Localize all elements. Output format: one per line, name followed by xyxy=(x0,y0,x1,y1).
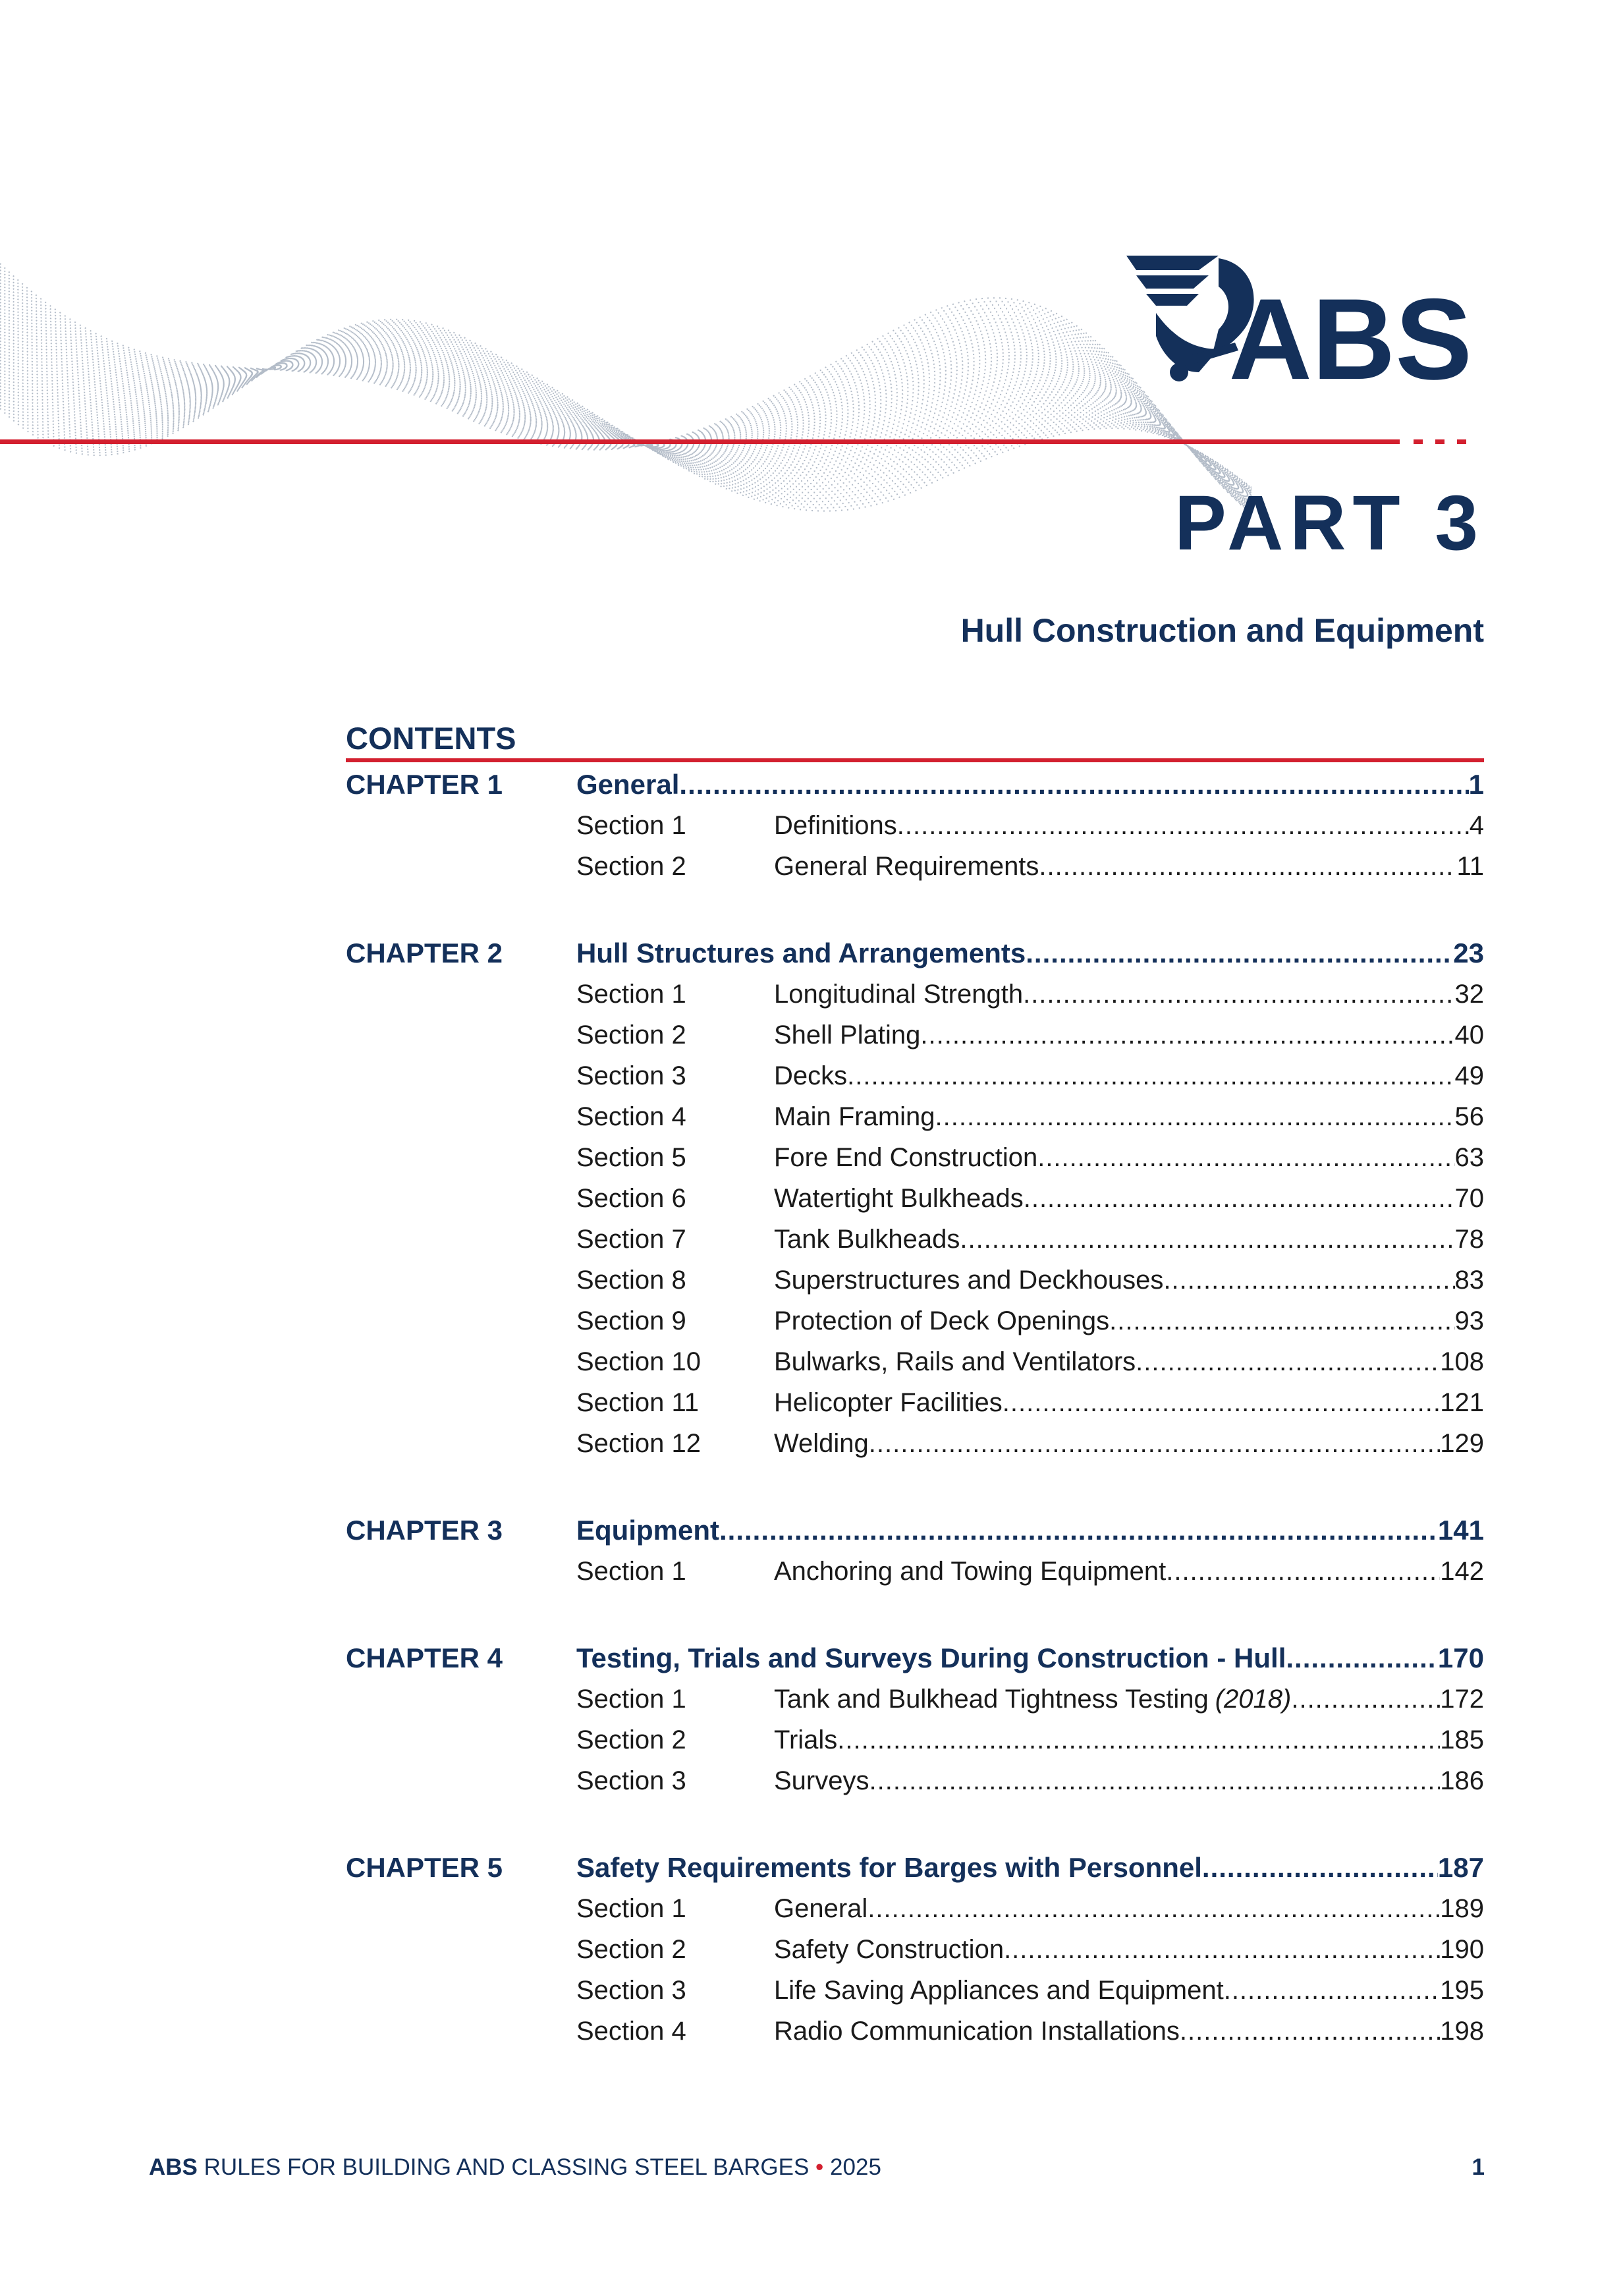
dot-leader xyxy=(679,764,1468,805)
dot-leader xyxy=(837,1720,1440,1760)
dot-leader xyxy=(867,1888,1440,1929)
dot-leader xyxy=(1202,1847,1438,1888)
section-label: Section 2 xyxy=(576,1725,686,1754)
wave-strand xyxy=(0,320,1252,511)
section-entry[interactable] xyxy=(346,1929,1484,1970)
section-page-number: 40 xyxy=(1454,1021,1484,1050)
footer-brand: ABS xyxy=(149,2154,198,2180)
section-label: Section 6 xyxy=(576,1184,686,1213)
chapter-block xyxy=(346,933,1484,1464)
section-page-number: 93 xyxy=(1454,1306,1484,1335)
chapter-entry[interactable] xyxy=(346,764,1484,805)
section-title: Definitions xyxy=(774,811,897,840)
section-label: Section 12 xyxy=(576,1429,701,1458)
dot-leader xyxy=(1224,1970,1441,2011)
wave-strand xyxy=(0,337,1252,495)
wave-strand xyxy=(0,328,1252,502)
chapter-title: Testing, Trials and Surveys During Construction - Hull xyxy=(576,1642,1286,1673)
section-page-number: 172 xyxy=(1440,1685,1484,1714)
section-page-number: 56 xyxy=(1454,1102,1484,1131)
section-label: Section 3 xyxy=(576,1976,686,2005)
dot-leader xyxy=(869,1423,1440,1464)
section-entry[interactable] xyxy=(346,1260,1484,1301)
dot-leader xyxy=(1024,1178,1455,1219)
chapter-entry[interactable] xyxy=(346,933,1484,974)
section-title: General xyxy=(774,1894,868,1923)
section-page-number: 108 xyxy=(1440,1347,1484,1376)
wave-strand xyxy=(0,344,1252,499)
dot-leader xyxy=(1039,846,1456,887)
dot-leader xyxy=(1109,1301,1454,1341)
section-title: Protection of Deck Openings xyxy=(774,1306,1110,1335)
section-title: Helicopter Facilities xyxy=(774,1388,1003,1417)
section-label: Section 1 xyxy=(576,1685,686,1714)
wave-strand xyxy=(0,335,1252,493)
section-label: Section 2 xyxy=(576,1021,686,1050)
wave-strand xyxy=(0,346,1252,498)
section-entry[interactable] xyxy=(346,1096,1484,1137)
wave-strand xyxy=(0,324,1252,502)
header-red-rule xyxy=(0,439,1400,444)
wave-strand xyxy=(0,336,1252,494)
section-page-number: 195 xyxy=(1440,1976,1484,2005)
section-label: Section 8 xyxy=(576,1266,686,1295)
chapter-title: Safety Requirements for Barges with Personnel xyxy=(576,1852,1202,1883)
part-title: PART 3 xyxy=(1174,480,1485,567)
wave-strand xyxy=(0,321,1252,508)
section-entry[interactable] xyxy=(346,1970,1484,2011)
section-page-number: 78 xyxy=(1454,1225,1484,1254)
section-entry[interactable] xyxy=(346,846,1484,887)
dot-leader xyxy=(1037,1137,1454,1178)
section-page-number: 63 xyxy=(1454,1143,1484,1172)
chapter-label: CHAPTER 2 xyxy=(346,938,503,968)
section-label: Section 4 xyxy=(576,1102,686,1131)
dot-leader xyxy=(719,1510,1438,1551)
section-title: Radio Communication Installations xyxy=(774,2017,1180,2046)
section-page-number: 32 xyxy=(1454,980,1484,1009)
section-title: Decks xyxy=(774,1061,848,1090)
chapter-page-number: 187 xyxy=(1437,1852,1484,1883)
wave-strand xyxy=(0,337,1252,500)
chapter-label: CHAPTER 3 xyxy=(346,1515,503,1546)
section-title: General Requirements xyxy=(774,852,1039,881)
section-label: Section 1 xyxy=(576,1557,686,1586)
dot-leader xyxy=(1023,974,1454,1015)
section-label: Section 1 xyxy=(576,811,686,840)
wave-strand xyxy=(0,345,1252,497)
section-label: Section 1 xyxy=(576,980,686,1009)
footer-page-number: 1 xyxy=(1472,2154,1485,2180)
chapter-page-number: 170 xyxy=(1437,1642,1484,1673)
wave-strand xyxy=(0,347,1252,499)
section-entry[interactable] xyxy=(346,1679,1484,1720)
section-page-number: 185 xyxy=(1440,1725,1484,1754)
abs-logo xyxy=(1120,250,1475,395)
wave-strand xyxy=(0,330,1252,491)
section-title: Anchoring and Towing Equipment xyxy=(774,1557,1167,1586)
chapter-block xyxy=(346,764,1484,887)
footer-bullet: • xyxy=(815,2154,824,2180)
chapter-entry[interactable] xyxy=(346,1638,1484,1679)
wave-strand xyxy=(0,289,1252,509)
section-page-number: 70 xyxy=(1454,1184,1484,1213)
logo-text: ABS xyxy=(1228,275,1472,395)
chapter-page-number: 141 xyxy=(1437,1515,1484,1546)
wave-strand xyxy=(0,283,1252,510)
chapter-block xyxy=(346,1847,1484,2052)
section-entry[interactable] xyxy=(346,1382,1484,1423)
dot-leader xyxy=(897,805,1470,846)
wave-strand xyxy=(0,306,1252,507)
section-page-number: 186 xyxy=(1440,1766,1484,1795)
section-page-number: 189 xyxy=(1440,1894,1484,1923)
section-title: Surveys xyxy=(774,1766,869,1795)
section-entry[interactable] xyxy=(346,1178,1484,1219)
section-title: Bulwarks, Rails and Ventilators xyxy=(774,1347,1136,1376)
section-entry[interactable] xyxy=(346,1720,1484,1760)
section-title: Watertight Bulkheads xyxy=(774,1184,1024,1213)
wave-strand xyxy=(0,312,1252,505)
chapter-label: CHAPTER 4 xyxy=(346,1642,503,1673)
contents-heading: CONTENTS xyxy=(346,721,516,756)
dot-leader xyxy=(1026,933,1453,974)
dot-leader xyxy=(935,1096,1455,1137)
section-entry[interactable] xyxy=(346,805,1484,846)
dot-leader xyxy=(1166,1551,1440,1592)
section-page-number: 83 xyxy=(1454,1266,1484,1295)
section-title: Tank Bulkheads xyxy=(774,1225,960,1254)
wave-strand xyxy=(0,322,1252,505)
section-label: Section 3 xyxy=(576,1061,686,1090)
section-entry[interactable] xyxy=(346,1301,1484,1341)
section-label: Section 11 xyxy=(576,1388,700,1417)
footer-title xyxy=(149,2154,881,2181)
chapter-title: Equipment xyxy=(576,1515,719,1546)
section-entry[interactable] xyxy=(346,1219,1484,1260)
section-label: Section 4 xyxy=(576,2017,686,2046)
wave-strand xyxy=(0,327,1252,495)
chapter-entry[interactable] xyxy=(346,1510,1484,1551)
section-page-number: 4 xyxy=(1469,811,1484,840)
dot-leader xyxy=(1003,1382,1440,1423)
decorative-wave-graphic xyxy=(0,237,1252,606)
dot-leader xyxy=(1163,1260,1454,1301)
wave-strand xyxy=(0,335,1252,501)
section-page-number: 198 xyxy=(1440,2017,1484,2046)
section-title: Tank and Bulkhead Tightness Testing xyxy=(774,1685,1209,1714)
wave-strand xyxy=(0,325,1252,499)
section-entry[interactable] xyxy=(346,1137,1484,1178)
dot-leader xyxy=(1004,1929,1440,1970)
section-page-number: 121 xyxy=(1440,1388,1484,1417)
section-label: Section 7 xyxy=(576,1225,686,1254)
wave-strand xyxy=(0,340,1252,495)
section-label: Section 3 xyxy=(576,1766,686,1795)
dot-leader xyxy=(1286,1638,1438,1679)
chapter-title: Hull Structures and Arrangements xyxy=(576,938,1026,968)
chapter-page-number: 23 xyxy=(1453,938,1484,968)
section-entry[interactable] xyxy=(346,1423,1484,1464)
section-entry[interactable] xyxy=(346,1015,1484,1055)
section-title: Longitudinal Strength xyxy=(774,980,1024,1009)
dot-leader xyxy=(960,1219,1454,1260)
dot-leader xyxy=(1136,1341,1440,1382)
section-label: Section 5 xyxy=(576,1143,686,1172)
wave-strand xyxy=(0,296,1252,508)
chapter-label: CHAPTER 5 xyxy=(346,1852,503,1883)
section-label: Section 1 xyxy=(576,1894,686,1923)
section-title-year: (2018) xyxy=(1215,1685,1292,1714)
page-footer xyxy=(149,2154,1485,2181)
footer-text: RULES FOR BUILDING AND CLASSING STEEL BARGES xyxy=(204,2154,810,2180)
section-label: Section 9 xyxy=(576,1306,686,1335)
section-page-number: 129 xyxy=(1440,1429,1484,1458)
wave-strand xyxy=(0,277,1252,512)
part-subtitle: Hull Construction and Equipment xyxy=(960,612,1484,649)
chapter-page-number: 1 xyxy=(1468,769,1484,800)
wave-strand xyxy=(0,308,1252,505)
section-page-number: 142 xyxy=(1440,1557,1484,1586)
section-entry[interactable] xyxy=(346,974,1484,1015)
section-title: Fore End Construction xyxy=(774,1143,1038,1172)
dot-leader xyxy=(847,1055,1454,1096)
chapter-block xyxy=(346,1638,1484,1801)
section-title: Main Framing xyxy=(774,1102,935,1131)
dot-leader xyxy=(869,1760,1441,1801)
header-red-dashes xyxy=(1414,439,1466,444)
section-entry[interactable] xyxy=(346,1551,1484,1592)
wave-strand xyxy=(0,339,1252,495)
section-title: Shell Plating xyxy=(774,1021,921,1050)
section-entry[interactable] xyxy=(346,1055,1484,1096)
wave-strand xyxy=(0,267,1252,513)
section-title: Life Saving Appliances and Equipment xyxy=(774,1976,1224,2005)
wave-strand xyxy=(0,333,1252,493)
wave-strand xyxy=(0,329,1252,493)
section-page-number: 11 xyxy=(1456,852,1484,881)
wave-strand xyxy=(0,299,1252,507)
section-page-number: 190 xyxy=(1440,1935,1484,1964)
wave-strand xyxy=(0,331,1252,502)
wave-strand xyxy=(0,279,1252,511)
dot-leader xyxy=(920,1015,1454,1055)
section-title: Superstructures and Deckhouses xyxy=(774,1266,1164,1295)
section-label: Section 2 xyxy=(576,1935,686,1964)
chapter-block xyxy=(346,1510,1484,1592)
wave-strand xyxy=(0,270,1252,513)
section-label: Section 10 xyxy=(576,1347,701,1376)
section-entry[interactable] xyxy=(346,1341,1484,1382)
section-entry[interactable] xyxy=(346,1760,1484,1801)
wave-strand xyxy=(0,322,1252,503)
section-entry[interactable] xyxy=(346,2011,1484,2052)
dot-leader xyxy=(1291,1679,1440,1720)
chapter-title: General xyxy=(576,769,680,800)
dot-leader xyxy=(1180,2011,1440,2052)
wave-strand xyxy=(0,264,1252,514)
section-title: Trials xyxy=(774,1725,838,1754)
contents-red-rule xyxy=(346,758,1484,762)
footer-year: 2025 xyxy=(830,2154,881,2180)
wave-strand xyxy=(0,331,1252,492)
table-of-contents xyxy=(346,764,1484,2098)
section-title: Safety Construction xyxy=(774,1935,1004,1964)
section-label: Section 2 xyxy=(576,852,686,881)
section-title: Welding xyxy=(774,1429,869,1458)
section-page-number: 49 xyxy=(1454,1061,1484,1090)
wave-strand xyxy=(0,325,1252,503)
chapter-entry[interactable] xyxy=(346,1847,1484,1888)
section-entry[interactable] xyxy=(346,1888,1484,1929)
chapter-label: CHAPTER 1 xyxy=(346,769,503,800)
